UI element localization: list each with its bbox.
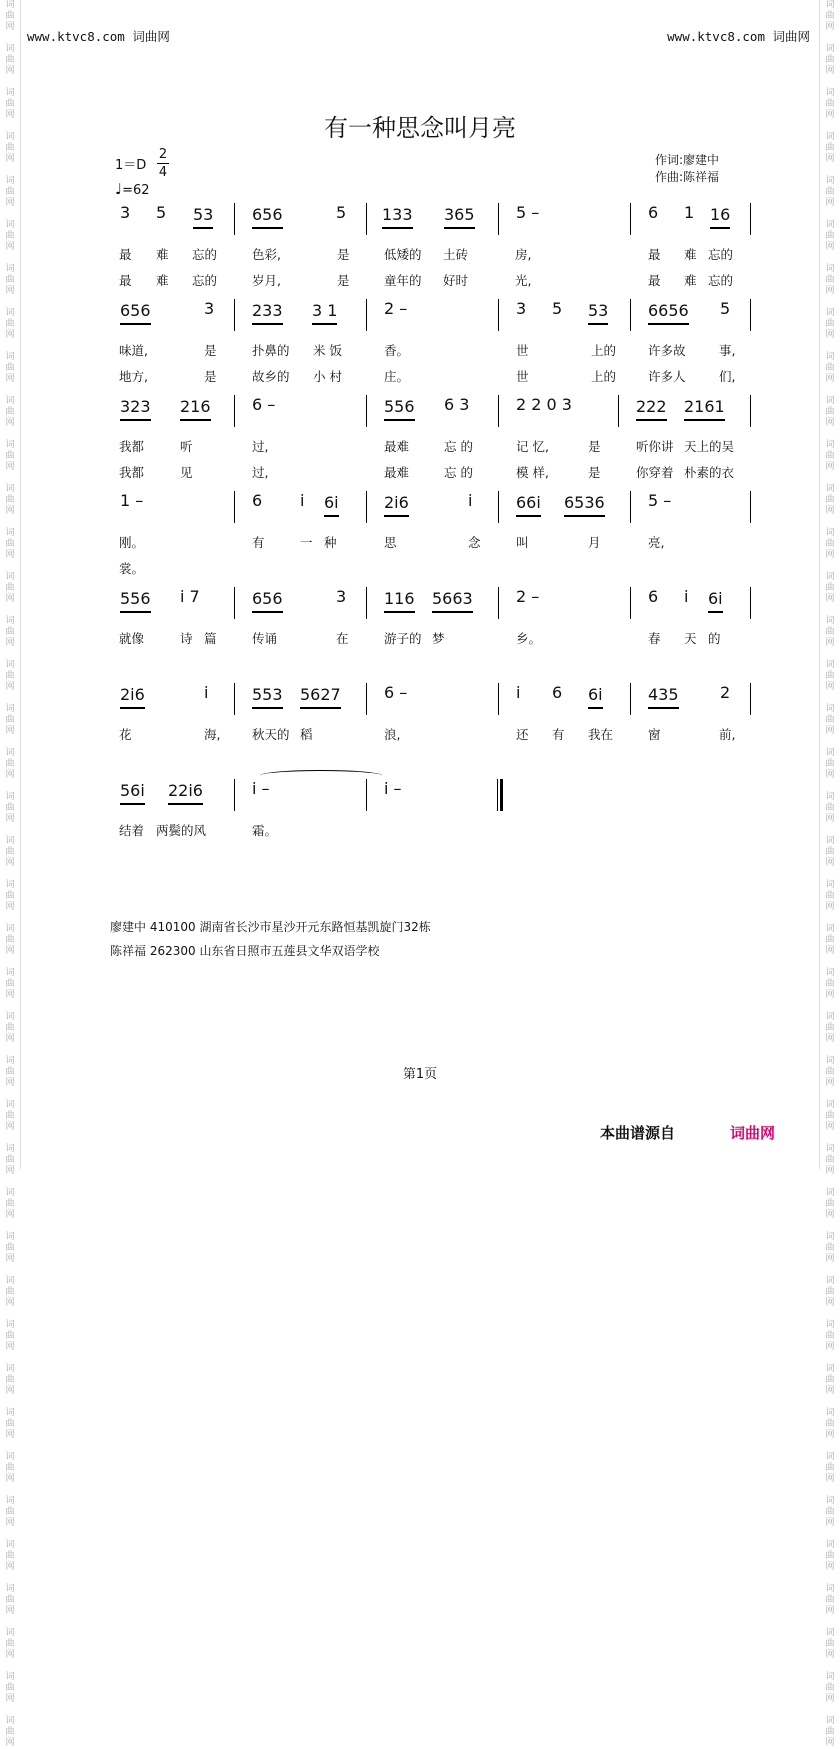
final-barline <box>500 779 503 811</box>
note-group: 6536 <box>564 491 605 517</box>
note-group: 553 <box>252 683 283 709</box>
barline <box>630 683 631 715</box>
barline <box>366 779 367 811</box>
barline <box>234 779 235 811</box>
lyric: 最 <box>648 247 661 262</box>
note-group: 6 <box>648 203 659 222</box>
side-watermark-right: 词 曲 网 词 曲 网 词 曲 网 词 曲 网 词 曲 网 词 曲 网 词 曲 网 词 曲 网 词 曲 网 词 曲 网 词 曲 网 词 曲 网 词 曲 网 词 曲 网 词 曲 网 词 曲 网 词 曲 网 词 曲 网 词 曲 网 词 曲 网 词 曲 网 词 曲 网 词 曲 网 词 曲 网 词 曲 网 词 曲 网 词 曲 网 词 曲 网 词 曲 网 词 曲 网 词 曲 网 词 曲 网 词 曲 网 词 曲 网 词 曲 网 词 曲 网 词 曲 网 词 曲 网 词 曲 网 词 曲 网 <box>825 0 835 1748</box>
note-group: 6 – <box>252 395 276 414</box>
note-group: 22i6 <box>168 779 203 805</box>
page-number: 第1页 <box>402 1067 438 1082</box>
lyric: 海, <box>204 727 221 742</box>
note-group: 2 – <box>384 299 408 318</box>
note-group: 656 <box>252 203 283 229</box>
note-group: i <box>516 683 521 702</box>
lyric: 低矮的 <box>384 247 422 262</box>
lyric: 许多故 <box>648 343 686 358</box>
header-site-left[interactable]: www.ktvc8.com 词曲网 <box>27 29 170 44</box>
note-group: 6656 <box>648 299 689 325</box>
barline <box>750 683 751 715</box>
lyric: 一 <box>300 535 313 550</box>
barline <box>630 587 631 619</box>
note-group: 6 <box>552 683 563 702</box>
note-group: 222 <box>636 395 667 421</box>
lyricist-credit: 作词:廖建中 <box>655 153 720 167</box>
barline <box>366 299 367 331</box>
lyric: 花 <box>119 727 132 742</box>
note-group: 53 <box>193 203 213 229</box>
barline <box>234 491 235 523</box>
note-group: 1 – <box>120 491 144 510</box>
lyric: 事, <box>719 343 736 358</box>
lyric: 上的 <box>591 343 617 358</box>
song-title: 有一种思念叫月亮 <box>324 114 516 142</box>
composer-credit: 作曲:陈祥福 <box>655 170 720 184</box>
note-group: 3 1 <box>312 299 337 325</box>
note-group: 3 <box>204 299 215 318</box>
lyric: 乡。 <box>516 631 542 646</box>
lyric: 窗 <box>648 727 661 742</box>
barline <box>630 203 631 235</box>
lyric: 是 <box>588 439 601 454</box>
lyric: 香。 <box>384 343 410 358</box>
note-group: 2 – <box>516 587 540 606</box>
lyric: 忘 的 <box>444 439 473 454</box>
note-group: 66i <box>516 491 541 517</box>
note-group: 5627 <box>300 683 341 709</box>
lyric: 我在 <box>588 727 614 742</box>
note-group: 1 <box>684 203 695 222</box>
note-group: 656 <box>120 299 151 325</box>
lyric: 土砖 <box>443 247 469 262</box>
note-group: 133 <box>382 203 413 229</box>
lyric: 房, <box>515 247 532 262</box>
note-group: 5 <box>552 299 563 318</box>
note-group: 116 <box>384 587 415 613</box>
lyric: 童年的 <box>384 273 422 288</box>
lyric: 光, <box>515 273 532 288</box>
barline <box>366 491 367 523</box>
lyric: 忘的 <box>192 247 218 262</box>
barline <box>750 491 751 523</box>
source-label: 本曲谱源自 <box>600 1124 676 1142</box>
barline <box>750 299 751 331</box>
lyric: 好时 <box>443 273 469 288</box>
side-watermark-left: 词 曲 网 词 曲 网 词 曲 网 词 曲 网 词 曲 网 词 曲 网 词 曲 网 词 曲 网 词 曲 网 词 曲 网 词 曲 网 词 曲 网 词 曲 网 词 曲 网 词 曲 网 词 曲 网 词 曲 网 词 曲 网 词 曲 网 词 曲 网 词 曲 网 词 曲 网 词 曲 网 词 曲 网 词 曲 网 词 曲 网 词 曲 网 词 曲 网 词 曲 网 词 曲 网 词 曲 网 词 曲 网 词 曲 网 词 曲 网 词 曲 网 词 曲 网 词 曲 网 词 曲 网 词 曲 网 词 曲 网 <box>5 0 15 1748</box>
note-group: 556 <box>384 395 415 421</box>
lyric: 裳。 <box>119 561 145 576</box>
lyric: 小 村 <box>313 369 342 384</box>
barline <box>498 395 499 427</box>
note-group: 3 <box>516 299 527 318</box>
lyric: 故乡的 <box>252 369 290 384</box>
lyric: 两鬓的风 <box>156 823 207 838</box>
credits <box>655 152 719 186</box>
note-group: 656 <box>252 587 283 613</box>
note-group: i <box>468 491 473 510</box>
lyric: 叫 <box>516 535 529 550</box>
tempo-value: =62 <box>122 183 150 198</box>
lyric: 忘的 <box>192 273 218 288</box>
lyric: 许多人 <box>648 369 686 384</box>
barline <box>366 587 367 619</box>
note-group: i <box>204 683 209 702</box>
lyric: 忘的 <box>708 273 734 288</box>
barline <box>234 587 235 619</box>
note-group: i 7 <box>180 587 200 606</box>
lyric: 米 饭 <box>313 343 342 358</box>
lyric: 种 <box>324 535 337 550</box>
lyric: 上的 <box>591 369 617 384</box>
barline <box>750 203 751 235</box>
header-site-right[interactable]: www.ktvc8.com 词曲网 <box>667 29 810 44</box>
lyric: 稻 <box>300 727 313 742</box>
note-group: 56i <box>120 779 145 805</box>
lyric: 月 <box>588 535 601 550</box>
barline <box>366 683 367 715</box>
lyric: 味道, <box>119 343 148 358</box>
lyric: 记 忆, <box>516 439 549 454</box>
lyric: 最难 <box>384 465 410 480</box>
tie-arc <box>260 770 382 781</box>
lyric: 天上的吴 <box>684 439 735 454</box>
lyric: 就像 <box>119 631 145 646</box>
barline <box>498 491 499 523</box>
contact-lyricist: 廖建中 410100 湖南省长沙市星沙开元东路恒基凯旋门32栋 <box>110 920 431 934</box>
lyric: 的 <box>708 631 721 646</box>
key-signature: 1＝D <box>115 158 147 173</box>
tempo-marking <box>115 180 150 198</box>
lyric: 难 <box>156 273 169 288</box>
barline <box>618 395 619 427</box>
lyric: 世 <box>516 369 529 384</box>
note-group: i <box>300 491 305 510</box>
barline <box>498 299 499 331</box>
lyric: 霜。 <box>252 823 278 838</box>
note-group: 216 <box>180 395 211 421</box>
note-group: 365 <box>444 203 475 229</box>
lyric: 难 <box>684 247 697 262</box>
source-brand-link[interactable]: 词曲网 <box>730 1124 776 1142</box>
note-group: 5663 <box>432 587 473 613</box>
lyric: 色彩, <box>252 247 281 262</box>
lyric: 诗 <box>180 631 193 646</box>
lyric: 浪, <box>384 727 401 742</box>
note-group: 2 <box>720 683 731 702</box>
lyric: 听 <box>180 439 193 454</box>
barline <box>630 491 631 523</box>
note-group: 6i <box>588 683 603 709</box>
lyric: 刚。 <box>119 535 145 550</box>
note-group: 16 <box>710 203 730 229</box>
barline <box>630 299 631 331</box>
lyric: 见 <box>180 465 193 480</box>
lyric: 篇 <box>204 631 217 646</box>
source-credit <box>600 1122 775 1143</box>
lyric: 听你讲 <box>636 439 674 454</box>
barline <box>750 587 751 619</box>
barline <box>234 395 235 427</box>
barline <box>498 203 499 235</box>
barline <box>234 683 235 715</box>
lyric: 春 <box>648 631 661 646</box>
lyric: 最难 <box>384 439 410 454</box>
lyric: 最 <box>648 273 661 288</box>
note-group: 5 – <box>516 203 540 222</box>
contact-composer: 陈祥福 262300 山东省日照市五莲县文华双语学校 <box>110 944 380 958</box>
lyric: 最 <box>119 273 132 288</box>
note-group: 2161 <box>684 395 725 421</box>
note-group: i <box>684 587 689 606</box>
note-group: 5 <box>720 299 731 318</box>
meter-bottom: 4 <box>158 165 168 180</box>
barline <box>750 395 751 427</box>
lyric: 在 <box>336 631 349 646</box>
lyric: 有 <box>252 535 265 550</box>
lyric: 前, <box>719 727 736 742</box>
lyric: 是 <box>204 369 217 384</box>
lyric: 庄。 <box>384 369 410 384</box>
lyric: 还 <box>516 727 529 742</box>
lyric: 天 <box>684 631 697 646</box>
lyric: 是 <box>337 273 350 288</box>
lyric: 思 <box>384 535 397 550</box>
note-group: 2i6 <box>120 683 145 709</box>
lyric: 过, <box>252 465 269 480</box>
note-group: 2i6 <box>384 491 409 517</box>
lyric: 亮, <box>648 535 665 550</box>
lyric: 我都 <box>119 465 145 480</box>
note-group: 3 <box>120 203 131 222</box>
lyric: 扑鼻的 <box>252 343 290 358</box>
note-group: i – <box>384 779 402 798</box>
barline <box>234 203 235 235</box>
lyric: 难 <box>156 247 169 262</box>
lyric: 结着 <box>119 823 145 838</box>
lyric: 传诵 <box>252 631 278 646</box>
barline <box>234 299 235 331</box>
repeat-barline-thin <box>497 779 498 811</box>
note-group: 435 <box>648 683 679 709</box>
note-group: i – <box>252 779 270 798</box>
barline <box>498 587 499 619</box>
note-group: 556 <box>120 587 151 613</box>
lyric: 梦 <box>432 631 445 646</box>
note-group: 6 <box>252 491 263 510</box>
barline <box>366 395 367 427</box>
lyric: 世 <box>516 343 529 358</box>
note-group: 5 <box>336 203 347 222</box>
barline <box>366 203 367 235</box>
note-group: 6i <box>708 587 723 613</box>
lyric: 是 <box>337 247 350 262</box>
note-group: 233 <box>252 299 283 325</box>
lyric: 有 <box>552 727 565 742</box>
note-group: 323 <box>120 395 151 421</box>
note-group: 53 <box>588 299 608 325</box>
lyric: 过, <box>252 439 269 454</box>
note-group: 5 – <box>648 491 672 510</box>
lyric: 念 <box>468 535 481 550</box>
lyric: 岁月, <box>252 273 281 288</box>
lyric: 游子的 <box>384 631 422 646</box>
lyric: 你穿着 <box>636 465 674 480</box>
note-group: 5 <box>156 203 167 222</box>
lyric: 最 <box>119 247 132 262</box>
lyric: 忘 的 <box>444 465 473 480</box>
lyric: 地方, <box>119 369 148 384</box>
lyric: 是 <box>588 465 601 480</box>
quarter-note-icon: ♩ <box>115 180 123 198</box>
lyric: 是 <box>204 343 217 358</box>
note-group: 3 <box>336 587 347 606</box>
note-group: 6 <box>648 587 659 606</box>
time-signature <box>157 146 169 181</box>
meter-top: 2 <box>158 147 168 162</box>
note-group: 6i <box>324 491 339 517</box>
lyric: 朴素的衣 <box>684 465 735 480</box>
note-group: 6 – <box>384 683 408 702</box>
lyric: 忘的 <box>708 247 734 262</box>
barline <box>498 683 499 715</box>
note-group: 6 3 <box>444 395 470 414</box>
lyric: 我都 <box>119 439 145 454</box>
lyric: 秋天的 <box>252 727 290 742</box>
lyric: 模 样, <box>516 465 549 480</box>
note-group: 2 2 0 3 <box>516 395 572 414</box>
lyric: 们, <box>719 369 736 384</box>
lyric: 难 <box>684 273 697 288</box>
